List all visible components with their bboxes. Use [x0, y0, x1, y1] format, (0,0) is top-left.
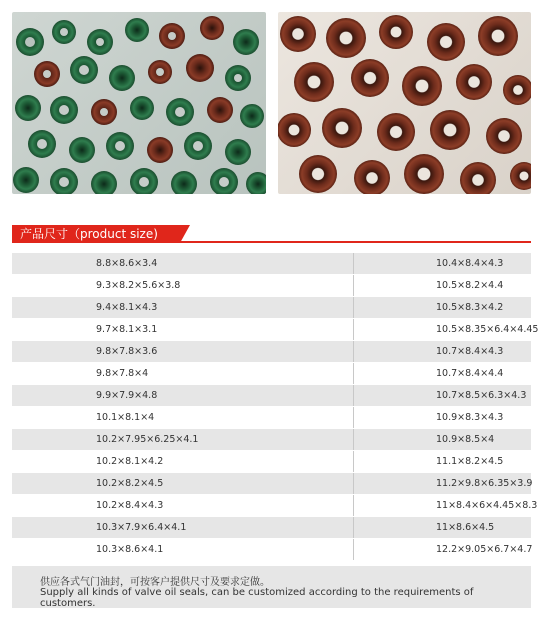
size-cell-right: 10.4×8.4×4.3 [354, 253, 532, 275]
table-row [12, 407, 531, 429]
table-row [12, 429, 531, 451]
size-cell-left: 10.3×8.6×4.1 [12, 539, 354, 561]
size-cell-right: 11×8.6×4.5 [354, 517, 532, 539]
size-cell-left: 10.2×8.2×4.5 [12, 473, 354, 495]
table-row [12, 341, 531, 363]
size-cell-left: 10.2×8.4×4.3 [12, 495, 354, 517]
size-cell-left: 9.8×7.8×3.6 [12, 341, 354, 363]
size-cell-right: 10.7×8.5×6.3×4.3 [354, 385, 532, 407]
footer-note [12, 566, 531, 608]
product-size-table [12, 253, 539, 561]
size-cell-right: 10.7×8.4×4.3 [354, 341, 532, 363]
table-row [12, 517, 531, 539]
size-cell-right: 11×8.4×6×4.45×8.3 [354, 495, 532, 517]
table-row [12, 451, 531, 473]
size-cell-left: 10.1×8.1×4 [12, 407, 354, 429]
table-row [12, 385, 531, 407]
size-cell-right: 11.1×8.2×4.5 [354, 451, 532, 473]
size-cell-left: 9.7×8.1×3.1 [12, 319, 354, 341]
size-cell-right: 10.5×8.3×4.2 [354, 297, 532, 319]
size-cell-left: 10.3×7.9×6.4×4.1 [12, 517, 354, 539]
note-chinese: 供应各式气门油封，可按客户提供尺寸及要求定做。 [40, 577, 270, 588]
product-size-header [12, 225, 531, 243]
size-cell-right: 10.9×8.3×4.3 [354, 407, 532, 429]
size-cell-right: 10.5×8.35×6.4×4.45 [354, 319, 532, 341]
product-size-title: 产品尺寸（product size) [12, 225, 180, 243]
brown-seals-photo [278, 12, 531, 194]
size-cell-left: 10.2×8.1×4.2 [12, 451, 354, 473]
size-cell-right: 10.9×8.5×4 [354, 429, 532, 451]
table-row [12, 297, 531, 319]
table-row [12, 253, 531, 275]
size-cell-left: 9.8×7.8×4 [12, 363, 354, 385]
table-row [12, 275, 531, 297]
size-cell-right: 12.2×9.05×6.7×4.7 [354, 539, 532, 561]
note-english: Supply all kinds of valve oil seals, can be customized according to the requirements of customers. [40, 587, 474, 609]
table-row [12, 473, 531, 495]
size-cell-left: 8.8×8.6×3.4 [12, 253, 354, 275]
size-cell-right: 11.2×9.8×6.35×3.9 [354, 473, 532, 495]
green-seals-photo [12, 12, 266, 194]
brown-seals-image [278, 12, 531, 194]
size-cell-right: 10.5×8.2×4.4 [354, 275, 532, 297]
size-cell-left: 10.2×7.95×6.25×4.1 [12, 429, 354, 451]
header-divider [12, 241, 531, 243]
size-cell-left: 9.9×7.9×4.8 [12, 385, 354, 407]
table-row [12, 363, 531, 385]
size-cell-left: 9.3×8.2×5.6×3.8 [12, 275, 354, 297]
table-row [12, 539, 531, 561]
green-seals-image [12, 12, 266, 194]
table-row [12, 495, 531, 517]
size-cell-left: 9.4×8.1×4.3 [12, 297, 354, 319]
size-cell-right: 10.7×8.4×4.4 [354, 363, 532, 385]
table-row [12, 319, 531, 341]
